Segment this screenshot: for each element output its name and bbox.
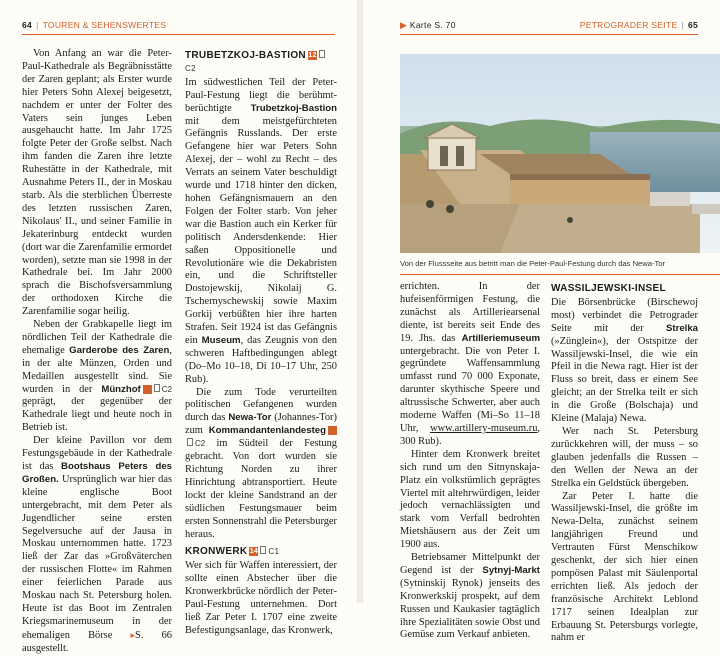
right-page-number: 65 [687,20,698,30]
cross-ref-arrow-icon: ▸ [130,629,136,640]
col4-paragraph-2: Wer nach St. Petersburg zurückkehren will, der muss – so glauben jedenfalls die Russen – den Wellen der Newa an der Strelka ein Geldstück übergeben. [551,425,698,489]
map-arrow-icon: ▶ [400,20,408,30]
col4-paragraph-1: Die Börsenbrücke (Birschewoj most) verbindet die Petrograder Seite mit der Strelka (»Zünglein«), der Ostspitze der Wassiljewski-Insel, die wie ein Pfeil in die Newa ragt. Hier ist der Fluss so breit, dass er einem See gleicht; an der Strelka teilt er sich in die Große (Bolschaja) und Kleine (Malaja) Newa. [551,296,698,425]
cross-reference: S. 66 [135,629,173,641]
left-header-rule [22,34,335,35]
muenzhof-label: Münzhof [101,383,141,395]
photo-peter-paul-fortress [400,54,720,253]
col4-paragraph-3: Zar Peter I. hatte die Wassiljewski-Insel, die größte im Newa-Delta, zunächst seinem langjährigen Freund und Vertrauten Fürst Menschikow geschenkt, der sich hier einen pompösen Palast mit Säulenportal errichten ließ. Als jedoch der französische Architekt Leblond 1717 seinen Idealplan zur Erbauung St. Petersburgs vorlegte, nahm er [551,490,698,644]
map-reference: Karte S. 70 [409,20,456,30]
sight-badge-12: 12 [308,52,317,59]
column-1 [22,48,172,656]
bootshaus-label: Bootshaus Peters des Großen. [22,461,172,485]
col2-paragraph-1: Im südwestlichen Teil der Peter-Paul-Festung liegt die berühmt-berüchtigte Trubetzkoj-Bastion mit dem meistgefürchteten Gefängnis Russlands. Der erste Gefangene hier war Peters Sohn Alexej, der – wohl zu Recht – des Verrats an seinem Vater beschuldigt wurde und 1718 hinter den dicken, hohen Gefängnismauern an den Folgen der Folter starb. Von jeher war die Bastion auch ein Kerker für politisch Andersdenkende: Hier saßen Oppositionelle und Revolutionäre wie die Dekabristen ein, und die Schriftsteller Dostojewskij, Nikolaij G. Tschernyschewskij sowie Maxim Gorkij verbüßten hier ihre harten Strafen. Seit 1924 ist das Gefängnis ein Museum, das Zeugnis von den schweren Haftbedingungen ablegt (Do–Mo 10–18, Di 10–17 Uhr, 250 Rub). [185,76,337,385]
left-section-title: TOUREN & SEHENSWERTES [42,20,167,30]
map-grid-icon [319,50,325,58]
left-page [0,0,357,654]
right-section-title: PETROGRADER SEITE [579,20,678,30]
col2-paragraph-2: Die zum Tode verurteilten politischen Gefangenen wurden durch das Newa-Tor (Johannes-Tor) zum Kommandantenlandesteg 13C2 im Südteil der Festung gebracht. Von dort wurden sie Richtung Norden zu ihrer Hinrichtung abtransportiert. Heute lockt der kleine Sandstrand an der südlichen Festungsmauer beim ersten Sonnenstrahl die Petersburger heraus. [185,386,347,540]
sight-badge-11: 11 [143,385,152,394]
col3-paragraph-1: errichten. In der hufeisenförmigen Festung, die zunächst als Artilleriearsenal diente, ist bereits seit Ende des 19. Jhs. das Artilleriemuseum untergebracht. Die von Peter I. gegründete Waffensammlung umfasst rund 70 000 Exponate, darunter skythische Speere und altrussische Schwerter, aber auch moderne Waffen (Mi–So 11–18 Uhr, www.artillery-museum.ru, 300 Rub). [400,281,540,447]
column-2 [185,48,347,638]
sight-badge-14: 14 [249,548,259,556]
right-header-mapref [400,20,456,31]
map-grid-icon [187,438,193,446]
fortress-photo-illustration [400,54,720,253]
right-header-rule [400,34,698,35]
heading-wassiljewski: WASSILJEWSKI-INSEL [551,283,666,294]
col1-paragraph-2: Neben der Grabkapelle liegt im nördlichen Teil der Kathedrale die ehemalige Garderobe des Zaren, in der alte Münzen, Orden und Medaillen ausgestellt sind. Sie wurden in der Münzhof 11C2 geprägt, der gegenüber der Kathedrale liegt und heute noch in Betrieb ist. [22,319,172,434]
col1-paragraph-1: Von Anfang an war die Peter-Paul-Kathedrale als Begräbnisstätte der Zaren geplant; als Erster wurde hier Peters Sohn Alexej beigesetzt, nachdem er unter der Folter des Vaters sein junges Leben ausgehaucht hatte. Im Jahr 1725 folgte Peter der Große selbst. Nach ihm fanden die Zaren ihre letzte Ruhestätte in der Kathedrale, mit Ausnahme Peters II., der in Moskau starb. Als die sterblichen Überreste des letzten russischen Zaren, Nikolaus' II., und seiner Familie in Jekaterinburg entdeckt wurden (dort war die Zarenfamilie ermordet worden), setzte man sie 1998 in der Kathedrale bei. Im Jahr 2000 sprach die Bischofsversammlung der orthodoxen Kirche die Zarenfamilie sogar heilig. [22,48,173,318]
caption-rule [400,274,720,275]
col2-paragraph-3: Wer sich für Waffen interessiert, der sollte einen Abstecher über die Kronwerkbrücke nördlich der Peter-Paul-Festung unternehmen. Dort ließ Zar Peter I. 1707 eine zweite Befestigungsanlage, das Kronwerk, [185,560,337,636]
sight-badge-13: 13 [328,426,337,435]
heading-kronwerk: KRONWERK 14 C1 [185,546,280,558]
col3-paragraph-2: Hinter dem Kronwerk breitet sich rund um den Sitnynskaja-Platz ein volkstümlich geprägtes Viertel mit altehrwürdigen, leider jedoch vernachlässigten und stark vom Verfall bedrohten Mietshäusern aus der Zeit um 1900 aus. [400,448,540,551]
column-4 [551,281,698,645]
map-grid-icon [154,384,160,392]
map-grid-icon [260,546,266,554]
left-header: 64 | TOUREN & SEHENSWERTES [22,20,167,30]
photo-caption: Von der Flussseite aus betritt man die Peter-Paul-Festung durch das Newa-Tor [400,259,666,268]
column-3 [400,281,540,642]
left-page-number: 64 [22,20,33,30]
garderobe-label: Garderobe des Zaren [69,344,170,356]
museum-website-link[interactable]: www.artillery-museum.ru [430,422,538,434]
heading-trubetzkoj: TRUBETZKOJ-BASTION 12C2 [185,50,337,76]
col3-paragraph-3: Betriebsamer Mittelpunkt der Gegend ist der Sytnyj-Markt (Sytninskij Rynok) jenseits des Kronwerkskij prospekt, auf dem Russen und Kaukasier tagtäglich ihre Spezialitäten sowie Obst und Gemüse zum Verkauf anbieten. [400,552,540,641]
right-header: PETROGRADER SEITE | 65 [579,20,698,30]
col1-paragraph-3: Der kleine Pavillon vor dem Festungsgebäude in der Kathedrale ist das Bootshaus Peters des Großen. Ursprünglich war hier das kleine englische Boot untergebracht, mit dem Peter als Jugendlicher seine ersten Segelversuche auf der Jausa in Moskau unternommen hatte. 1723 ließ der Zar das »Großväterchen der russischen Flotte« im Rahmen einer feierlichen Parade aus Moskau nach St. Petersburg holen. Heute ist das Boot im Zentralen Kriegsmarinemuseum in der ehemaligen Börse ▸S. 66 ausgestellt. [22,435,173,654]
